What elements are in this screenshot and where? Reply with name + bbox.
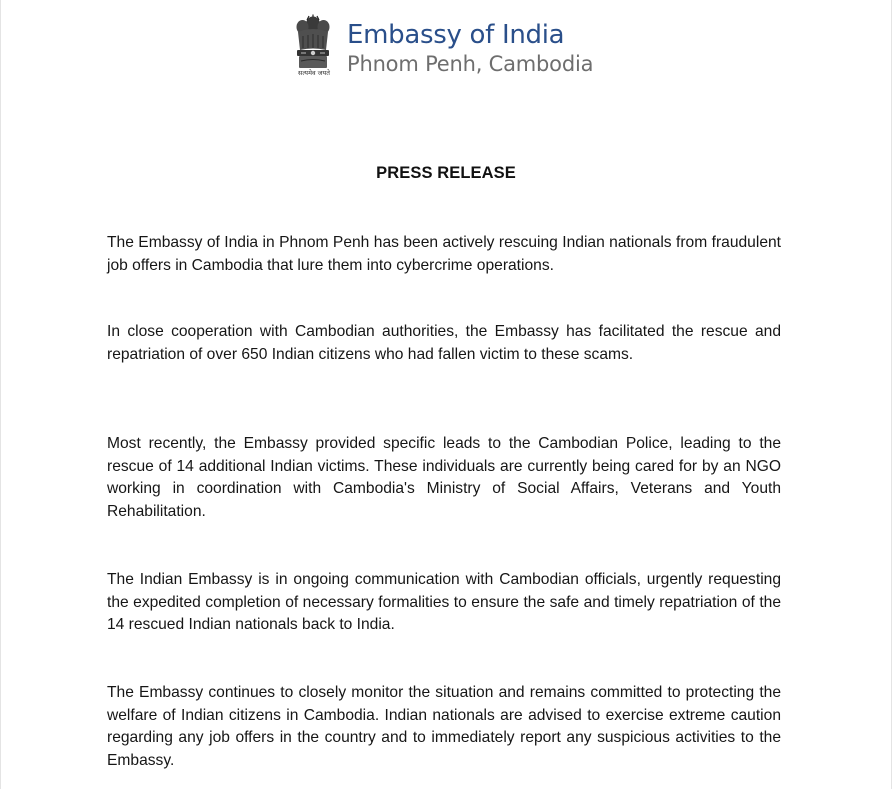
embassy-name: Embassy of India — [347, 19, 565, 50]
embassy-identity — [347, 21, 593, 78]
paragraph-recent-rescue: Most recently, the Embassy provided specific leads to the Cambodian Police, leading to the rescue of 14 additional Indian victims. These individuals are currently being cared for by an NGO working in coordination with Cambodia's Ministry of Social Affairs, Veterans and Youth Rehabilitation. — [107, 435, 781, 520]
letterhead — [291, 12, 593, 86]
paragraph-cooperation: In close cooperation with Cambodian authorities, the Embassy has facilitated the rescue and repatriation of over 650 Indian citizens who had fallen victim to these scams. — [107, 323, 781, 363]
paragraph-repatriation: The Indian Embassy is in ongoing communication with Cambodian officials, urgently requesting the expedited completion of necessary formalities to ensure the safe and timely repatriation of the 14 rescued Indian nationals back to India. — [107, 571, 781, 633]
embassy-location: Phnom Penh, Cambodia — [347, 52, 594, 77]
emblem-motto: सत्यमेव जयते — [298, 69, 330, 77]
paragraph-rescue-overview: The Embassy of India in Phnom Penh has been actively rescuing Indian nationals from fraudulent job offers in Cambodia that lure them into cybercrime operations. — [107, 234, 781, 274]
document-title: PRESS RELEASE — [376, 164, 516, 182]
paragraph-advisory: The Embassy continues to closely monitor the situation and remains committed to protecting the welfare of Indian citizens in Cambodia. Indian nationals are advised to exercise extreme caution regarding any job offers in the country and to immediately report any suspicious activities to the Embassy. — [107, 684, 781, 769]
